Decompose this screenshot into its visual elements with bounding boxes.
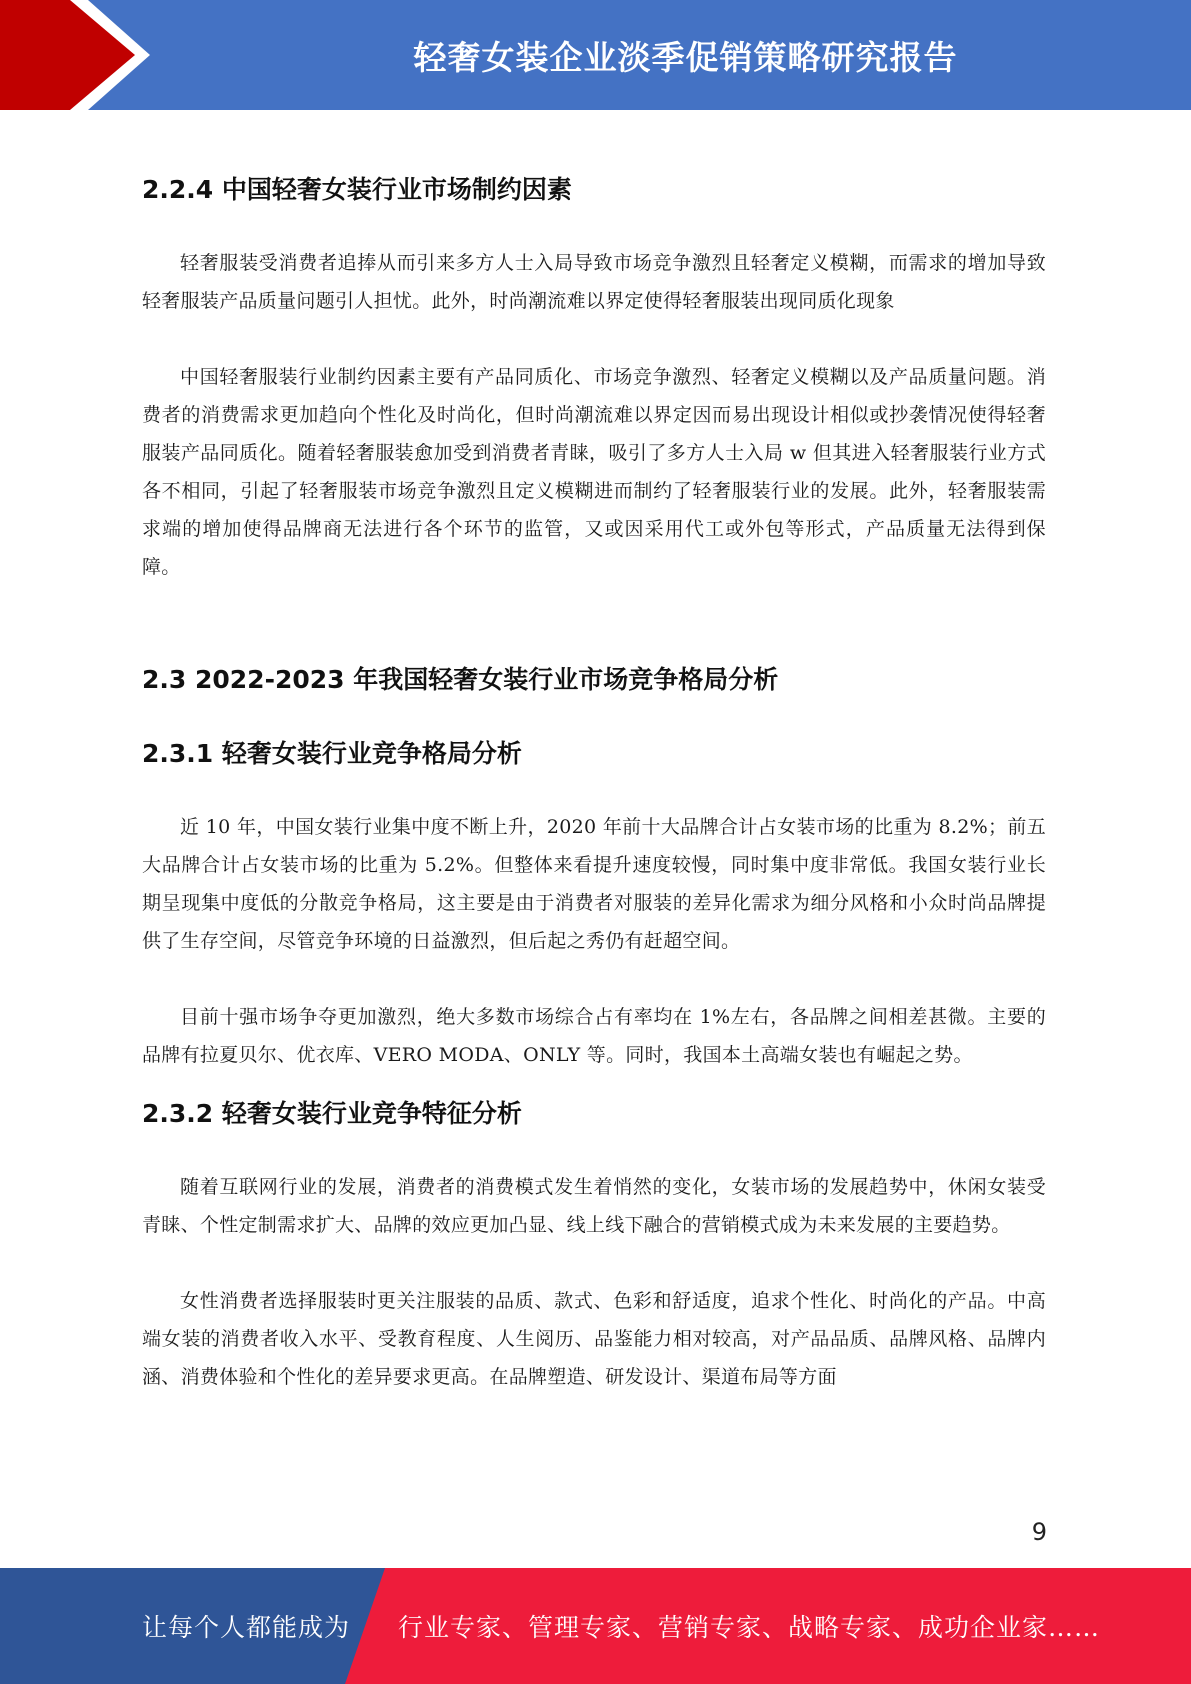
paragraph: 轻奢服装受消费者追捧从而引来多方人士入局导致市场竞争激烈且轻奢定义模糊，而需求的增加导致轻奢服装产品质量问题引人担忧。此外，时尚潮流难以界定使得轻奢服装出现同质化现象 [142, 252, 1046, 312]
section-heading-2-3: 2.3 2022-2023 年我国轻奢女装行业市场竞争格局分析 [142, 665, 779, 694]
page-content [142, 150, 1046, 1396]
report-title: 轻奢女装企业淡季促销策略研究报告 [413, 37, 958, 77]
page-number: 9 [1031, 1518, 1047, 1546]
header-arrow-icon [0, 0, 140, 110]
section-heading-2-3-2: 2.3.2 轻奢女装行业竞争特征分析 [142, 1099, 522, 1128]
paragraph: 随着互联网行业的发展，消费者的消费模式发生着悄然的变化，女装市场的发展趋势中，休闲女装受青睐、个性定制需求扩大、品牌的效应更加凸显、线上线下融合的营销模式成为未来发展的主要趋势。 [142, 1176, 1046, 1236]
paragraph: 目前十强市场争夺更加激烈，绝大多数市场综合占有率均在 1%左右，各品牌之间相差甚微。主要的品牌有拉夏贝尔、优衣库、VERO MODA、ONLY 等。同时，我国本土高端女装也有崛起之势。 [142, 1006, 1046, 1066]
footer-slogan-right: 行业专家、管理专家、营销专家、战略专家、成功企业家…… [398, 1613, 1101, 1642]
section-heading-2-2-4: 2.2.4 中国轻奢女装行业市场制约因素 [142, 175, 572, 204]
footer-banner [0, 1568, 1191, 1684]
paragraph: 中国轻奢服装行业制约因素主要有产品同质化、市场竞争激烈、轻奢定义模糊以及产品质量问题。消费者的消费需求更加趋向个性化及时尚化，但时尚潮流难以界定因而易出现设计相似或抄袭情况使得轻奢服装产品同质化。随着轻奢服装愈加受到消费者青睐，吸引了多方人士入局 w 但其进入轻奢服装行业方式各不相同，引起了轻奢服装市场竞争激烈且定义模糊进而制约了轻奢服装行业的发展。此外，轻奢服装需求端的增加使得品牌商无法进行各个环节的监管，又或因采用代工或外包等形式，产品质量无法得到保障。 [142, 366, 1046, 578]
header-banner [0, 0, 1191, 110]
paragraph: 近 10 年，中国女装行业集中度不断上升，2020 年前十大品牌合计占女装市场的比重为 8.2%；前五大品牌合计占女装市场的比重为 5.2%。但整体来看提升速度较慢，同时集中度非常低。我国女装行业长期呈现集中度低的分散竞争格局，这主要是由于消费者对服装的差异化需求为细分风格和小众时尚品牌提供了生存空间，尽管竞争环境的日益激烈，但后起之秀仍有赶超空间。 [142, 816, 1046, 952]
paragraph: 女性消费者选择服装时更关注服装的品质、款式、色彩和舒适度，追求个性化、时尚化的产品。中高端女装的消费者收入水平、受教育程度、人生阅历、品鉴能力相对较高，对产品品质、品牌风格、品牌内涵、消费体验和个性化的差异要求更高。在品牌塑造、研发设计、渠道布局等方面 [142, 1290, 1046, 1388]
section-heading-2-3-1: 2.3.1 轻奢女装行业竞争格局分析 [142, 739, 522, 768]
footer-slogan-left: 让每个人都能成为 [142, 1613, 351, 1642]
